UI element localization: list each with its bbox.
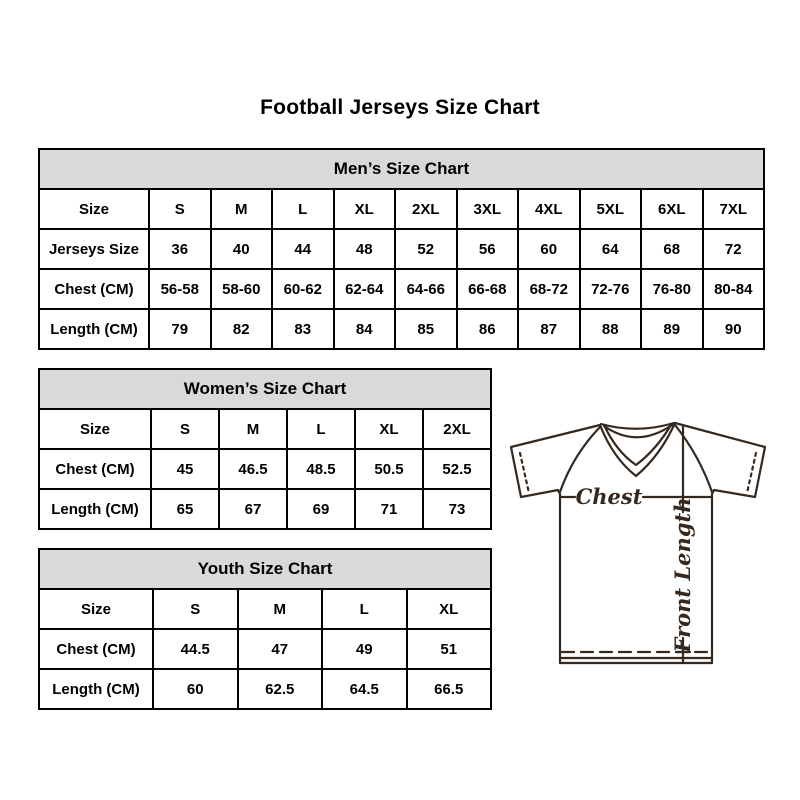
row-label: Jerseys Size <box>39 229 149 269</box>
jersey-sleeve-dash-left <box>520 453 529 493</box>
size-value-cell: 76-80 <box>641 269 703 309</box>
size-value-cell: 60-62 <box>272 269 334 309</box>
size-value-cell: 51 <box>407 629 492 669</box>
size-value-cell: 3XL <box>457 189 519 229</box>
row-label: Size <box>39 409 151 449</box>
size-value-cell: 56 <box>457 229 519 269</box>
table-row <box>39 629 491 669</box>
size-value-cell: S <box>153 589 238 629</box>
mens-table-title: Men’s Size Chart <box>39 149 764 189</box>
size-value-cell: 80-84 <box>703 269 765 309</box>
jersey-shoulder-seam-left <box>560 427 600 492</box>
size-value-cell: S <box>151 409 219 449</box>
jersey-sleeve-dash-right <box>747 453 756 493</box>
row-label: Length (CM) <box>39 669 153 709</box>
size-value-cell: 45 <box>151 449 219 489</box>
size-value-cell: 4XL <box>518 189 580 229</box>
youth-table-title: Youth Size Chart <box>39 549 491 589</box>
size-value-cell: 90 <box>703 309 765 349</box>
row-label: Length (CM) <box>39 309 149 349</box>
size-value-cell: 67 <box>219 489 287 529</box>
size-value-cell: 85 <box>395 309 457 349</box>
size-value-cell: M <box>211 189 273 229</box>
front-length-measure-label: Front Length <box>670 497 695 653</box>
womens-table-title: Women’s Size Chart <box>39 369 491 409</box>
size-value-cell: 68-72 <box>518 269 580 309</box>
size-value-cell: L <box>272 189 334 229</box>
table-row <box>39 669 491 709</box>
size-value-cell: 86 <box>457 309 519 349</box>
size-value-cell: XL <box>334 189 396 229</box>
size-value-cell: S <box>149 189 211 229</box>
size-value-cell: 65 <box>151 489 219 529</box>
size-value-cell: 2XL <box>395 189 457 229</box>
table-row <box>39 449 491 489</box>
size-value-cell: 56-58 <box>149 269 211 309</box>
size-value-cell: 82 <box>211 309 273 349</box>
size-value-cell: 88 <box>580 309 642 349</box>
size-value-cell: XL <box>407 589 492 629</box>
size-value-cell: 72 <box>703 229 765 269</box>
size-value-cell: 69 <box>287 489 355 529</box>
mens-size-table <box>38 148 765 350</box>
jersey-shoulder-seam-right <box>675 425 712 492</box>
size-value-cell: 47 <box>238 629 323 669</box>
size-value-cell: 66-68 <box>457 269 519 309</box>
size-value-cell: L <box>287 409 355 449</box>
row-label: Size <box>39 589 153 629</box>
table-row <box>39 589 491 629</box>
size-value-cell: 64-66 <box>395 269 457 309</box>
jersey-measurement-diagram <box>503 400 773 670</box>
womens-size-table <box>38 368 492 530</box>
size-value-cell: 6XL <box>641 189 703 229</box>
size-value-cell: 73 <box>423 489 491 529</box>
table-row <box>39 409 491 449</box>
size-value-cell: M <box>238 589 323 629</box>
size-value-cell: 48 <box>334 229 396 269</box>
table-header-row <box>39 149 764 189</box>
size-value-cell: 71 <box>355 489 423 529</box>
size-value-cell: 87 <box>518 309 580 349</box>
size-value-cell: 66.5 <box>407 669 492 709</box>
size-value-cell: 36 <box>149 229 211 269</box>
size-value-cell: M <box>219 409 287 449</box>
size-value-cell: 64 <box>580 229 642 269</box>
size-value-cell: 62-64 <box>334 269 396 309</box>
size-value-cell: 62.5 <box>238 669 323 709</box>
size-value-cell: 5XL <box>580 189 642 229</box>
table-row <box>39 489 491 529</box>
size-value-cell: 89 <box>641 309 703 349</box>
table-row <box>39 189 764 229</box>
size-value-cell: 84 <box>334 309 396 349</box>
size-value-cell: 79 <box>149 309 211 349</box>
size-value-cell: L <box>322 589 407 629</box>
row-label: Chest (CM) <box>39 269 149 309</box>
jersey-collar-back-arc <box>601 423 674 429</box>
jersey-outline <box>511 423 765 663</box>
size-value-cell: 52.5 <box>423 449 491 489</box>
table-header-row <box>39 369 491 409</box>
size-value-cell: 44.5 <box>153 629 238 669</box>
table-row <box>39 269 764 309</box>
row-label: Chest (CM) <box>39 449 151 489</box>
size-value-cell: 2XL <box>423 409 491 449</box>
table-row <box>39 229 764 269</box>
size-value-cell: 60 <box>518 229 580 269</box>
size-value-cell: 50.5 <box>355 449 423 489</box>
size-value-cell: 40 <box>211 229 273 269</box>
table-header-row <box>39 549 491 589</box>
table-row <box>39 309 764 349</box>
size-value-cell: 49 <box>322 629 407 669</box>
size-value-cell: 68 <box>641 229 703 269</box>
size-value-cell: 72-76 <box>580 269 642 309</box>
youth-size-table <box>38 548 492 710</box>
size-value-cell: 60 <box>153 669 238 709</box>
size-value-cell: XL <box>355 409 423 449</box>
row-label: Chest (CM) <box>39 629 153 669</box>
size-value-cell: 7XL <box>703 189 765 229</box>
size-value-cell: 58-60 <box>211 269 273 309</box>
size-value-cell: 83 <box>272 309 334 349</box>
size-value-cell: 46.5 <box>219 449 287 489</box>
row-label: Length (CM) <box>39 489 151 529</box>
size-value-cell: 48.5 <box>287 449 355 489</box>
size-value-cell: 44 <box>272 229 334 269</box>
size-value-cell: 64.5 <box>322 669 407 709</box>
chest-measure-label: Chest <box>575 484 643 509</box>
size-value-cell: 52 <box>395 229 457 269</box>
row-label: Size <box>39 189 149 229</box>
page-title: Football Jerseys Size Chart <box>260 96 540 119</box>
